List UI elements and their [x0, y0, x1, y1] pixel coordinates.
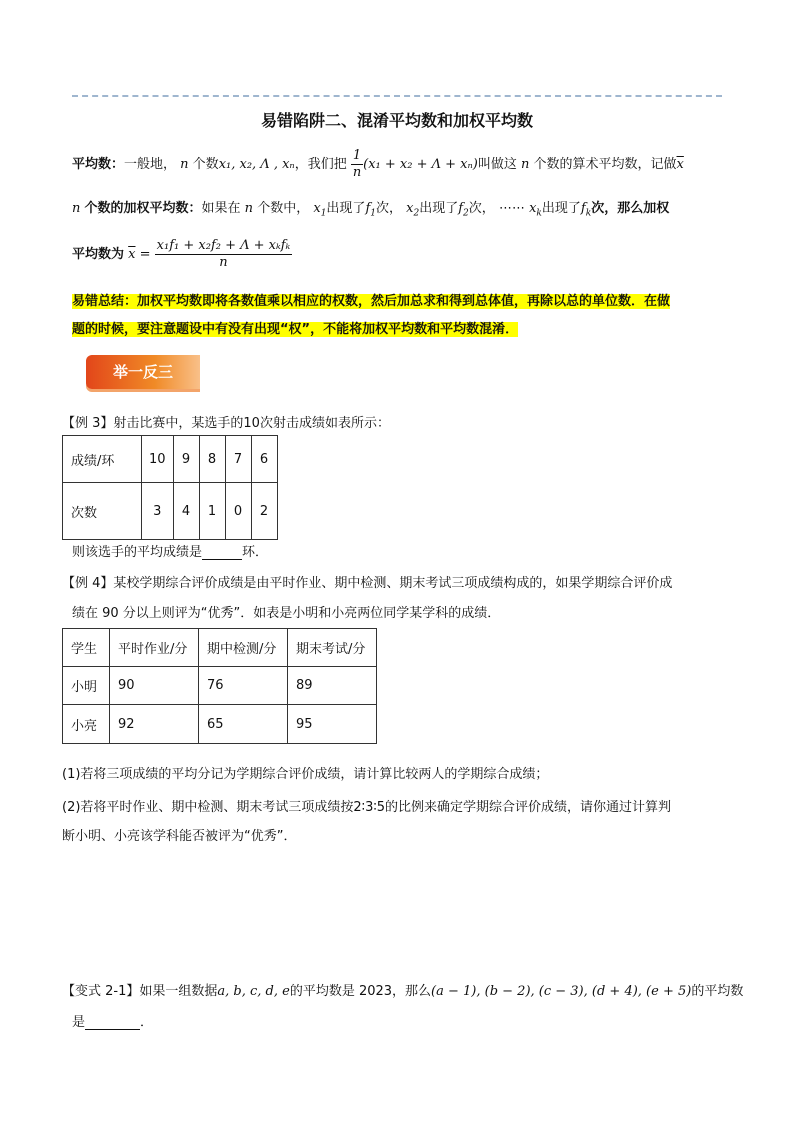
- variant-expr: (a − 1), (b − 2), (c − 3), (d + 4), (e + 5): [431, 984, 692, 999]
- table-row: [63, 629, 377, 667]
- example3-intro: 【例 3】射击比赛中，某选手的10次射击成绩如表所示：: [62, 416, 390, 431]
- n-var-2: n: [516, 157, 534, 172]
- table-cell: 1: [199, 483, 225, 540]
- summary-text-2: 题的时候，要注意题设中有没有出现“权”，不能将加权平均数和平均数混淆．: [72, 322, 519, 337]
- table-cell: 3: [142, 483, 174, 540]
- mean-text-3: ，我们把: [294, 157, 347, 172]
- mean-frac-den: n: [352, 165, 362, 180]
- variant-text-end: ．: [140, 1015, 154, 1030]
- summary-text-1: 易错总结：加权平均数即将各数值乘以相应的权数，然后加总求和得到总体值，再除以总的单位数．在做: [72, 294, 671, 309]
- n-var: n: [176, 157, 193, 172]
- example3-question-a: 则该选手的平均成绩是: [72, 545, 203, 560]
- mean-text-4: 叫做这: [477, 157, 517, 172]
- example4-q1: (1)若将三项成绩的平均分记为学期综合评价成绩，请计算比较两人的学期综合成绩；: [62, 767, 549, 782]
- table-cell: 成绩/环: [63, 436, 142, 483]
- xk-var: $x_k$: [529, 201, 542, 219]
- section-title: 易错陷阱二、混淆平均数和加权平均数: [260, 111, 533, 130]
- mean-text-2: 个数: [192, 157, 219, 172]
- table-cell: 0: [225, 483, 251, 540]
- weighted-frac-num: x₁f₁ + x₂f₂ + Λ + xₖfₖ: [156, 238, 291, 253]
- table-header: 期末考试/分: [288, 629, 377, 667]
- mean-frac-num: 1: [352, 148, 362, 163]
- top-divider: [72, 95, 722, 97]
- x-bar: $\overline{x}$: [676, 157, 684, 172]
- practice-badge: 举一反三: [86, 355, 200, 389]
- table-cell: 次数: [63, 483, 142, 540]
- example3-question: [72, 541, 268, 560]
- example3-question-b: 环．: [242, 545, 269, 560]
- variant-text-a: 【变式 2-1】如果一组数据: [62, 984, 218, 999]
- mean-expr: (x₁ + x₂ + Λ + xₙ): [363, 157, 478, 172]
- x1-var: $x_1$: [313, 201, 327, 219]
- weighted-formula-label: 平均数为: [72, 247, 125, 262]
- ellipsis: ⋯⋯: [498, 201, 525, 216]
- f2-var: $f_2$: [458, 201, 469, 219]
- mean-definition: [72, 148, 684, 181]
- x-bar-2: $\overline{x}$: [128, 247, 136, 262]
- mean-label: 平均数：: [72, 157, 125, 172]
- weighted-text-3b: 出现了: [419, 201, 459, 216]
- weighted-text-3: 出现了: [326, 201, 366, 216]
- variant-text-2: 是: [72, 1015, 86, 1030]
- weighted-text-2: 个数中，: [257, 201, 310, 216]
- table-cell: 小亮: [63, 705, 110, 744]
- f1-var: $f_1$: [365, 201, 376, 219]
- weighted-text-6: 次，那么加权: [591, 201, 670, 216]
- weighted-frac-den: n: [219, 255, 228, 270]
- table-cell: 95: [288, 705, 377, 744]
- table-header: 平时作业/分: [110, 629, 199, 667]
- table-cell: 2: [251, 483, 277, 540]
- variant-text-b: 的平均数是 2023，那么: [289, 984, 432, 999]
- table-cell: 65: [199, 705, 288, 744]
- example4-line-1: 【例 4】某校学期综合评价成绩是由平时作业、期中检测、期末考试三项成绩构成的，如果学期综合评价成: [62, 576, 673, 591]
- example3-table: [62, 435, 278, 540]
- n-var-4: n: [240, 201, 258, 216]
- table-cell: 76: [199, 667, 288, 705]
- table-row: [63, 483, 278, 540]
- example4-q2-line-1: (2)若将平时作业、期中检测、期末考试三项成绩按2∶3∶5的比例来确定学期综合评价成绩，请你通过计算判: [62, 800, 671, 815]
- mean-text-5: 个数的算术平均数，记做: [533, 157, 677, 172]
- variant-text-c: 的平均数: [691, 984, 744, 999]
- example4-q2-line-2: 断小明、小亮该学科能否被评为“优秀”．: [62, 829, 297, 844]
- weighted-fraction: [155, 238, 293, 271]
- weighted-formula: [72, 238, 292, 271]
- table-cell: 小明: [63, 667, 110, 705]
- weighted-text-1: 如果在: [201, 201, 241, 216]
- variant-line-2: [72, 1011, 153, 1030]
- equals-sign: =: [135, 247, 155, 262]
- weighted-definition: [72, 197, 669, 219]
- weighted-text-4: 次，: [375, 201, 402, 216]
- fk-var: $f_k$: [580, 201, 592, 219]
- table-cell: 10: [142, 436, 174, 483]
- example4-line-2: 绩在 90 分以上则评为“优秀”．如表是小明和小亮两位同学某学科的成绩．: [72, 606, 501, 621]
- variant-line-1: [62, 980, 743, 999]
- weighted-text-5: 次，: [468, 201, 495, 216]
- variant-vars: a, b, c, d, e: [217, 984, 290, 999]
- table-row: [63, 667, 377, 705]
- table-cell: 89: [288, 667, 377, 705]
- x2-var: $x_2$: [406, 201, 420, 219]
- summary-line-1: [72, 290, 670, 309]
- table-cell: 7: [225, 436, 251, 483]
- mean-vars: x₁, x₂, Λ , xₙ: [218, 157, 295, 172]
- mean-text-1: 一般地，: [124, 157, 177, 172]
- weighted-label: 个数的加权平均数：: [84, 201, 202, 216]
- table-header: 学生: [63, 629, 110, 667]
- n-var-3: n: [72, 201, 85, 216]
- answer-blank[interactable]: [202, 559, 242, 560]
- weighted-text-3c: 出现了: [541, 201, 581, 216]
- table-row: [63, 436, 278, 483]
- summary-line-2: [72, 318, 518, 337]
- answer-blank[interactable]: [85, 1029, 140, 1030]
- table-cell: 92: [110, 705, 199, 744]
- table-cell: 90: [110, 667, 199, 705]
- table-cell: 9: [173, 436, 199, 483]
- table-cell: 8: [199, 436, 225, 483]
- mean-fraction: [351, 148, 363, 181]
- table-cell: 4: [173, 483, 199, 540]
- example4-table: [62, 628, 377, 744]
- table-row: [63, 705, 377, 744]
- table-cell: 6: [251, 436, 277, 483]
- table-header: 期中检测/分: [199, 629, 288, 667]
